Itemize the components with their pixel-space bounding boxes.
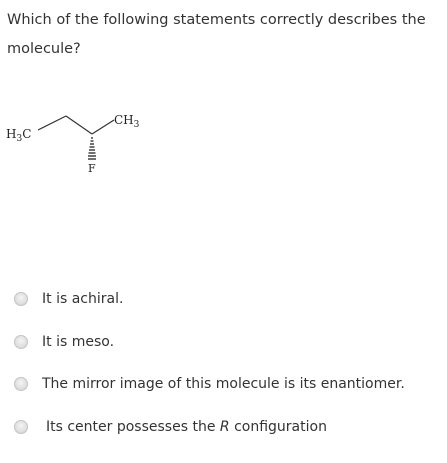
option-meso[interactable] [14, 331, 114, 353]
option-label: It is meso. [42, 334, 115, 350]
radio-button[interactable] [14, 335, 28, 349]
radio-button[interactable] [14, 377, 28, 391]
radio-button[interactable] [14, 420, 28, 434]
option-label: The mirror image of this molecule is its enantiomer. [42, 376, 405, 392]
right-methyl-label: $CH_3$ [114, 113, 140, 130]
option-enantiomer[interactable] [14, 373, 405, 395]
option-label: It is achiral. [42, 291, 124, 307]
option-r-configuration[interactable] [14, 416, 327, 438]
radio-button[interactable] [14, 292, 28, 306]
fluorine-label: F [88, 162, 96, 175]
left-methyl-label: $H_3C$ [6, 127, 32, 144]
option-achiral[interactable] [14, 288, 123, 310]
question-text: Which of the following statements correctly describes the molecule? [7, 12, 426, 57]
option-label: Its center possesses the R configuration [46, 419, 327, 435]
